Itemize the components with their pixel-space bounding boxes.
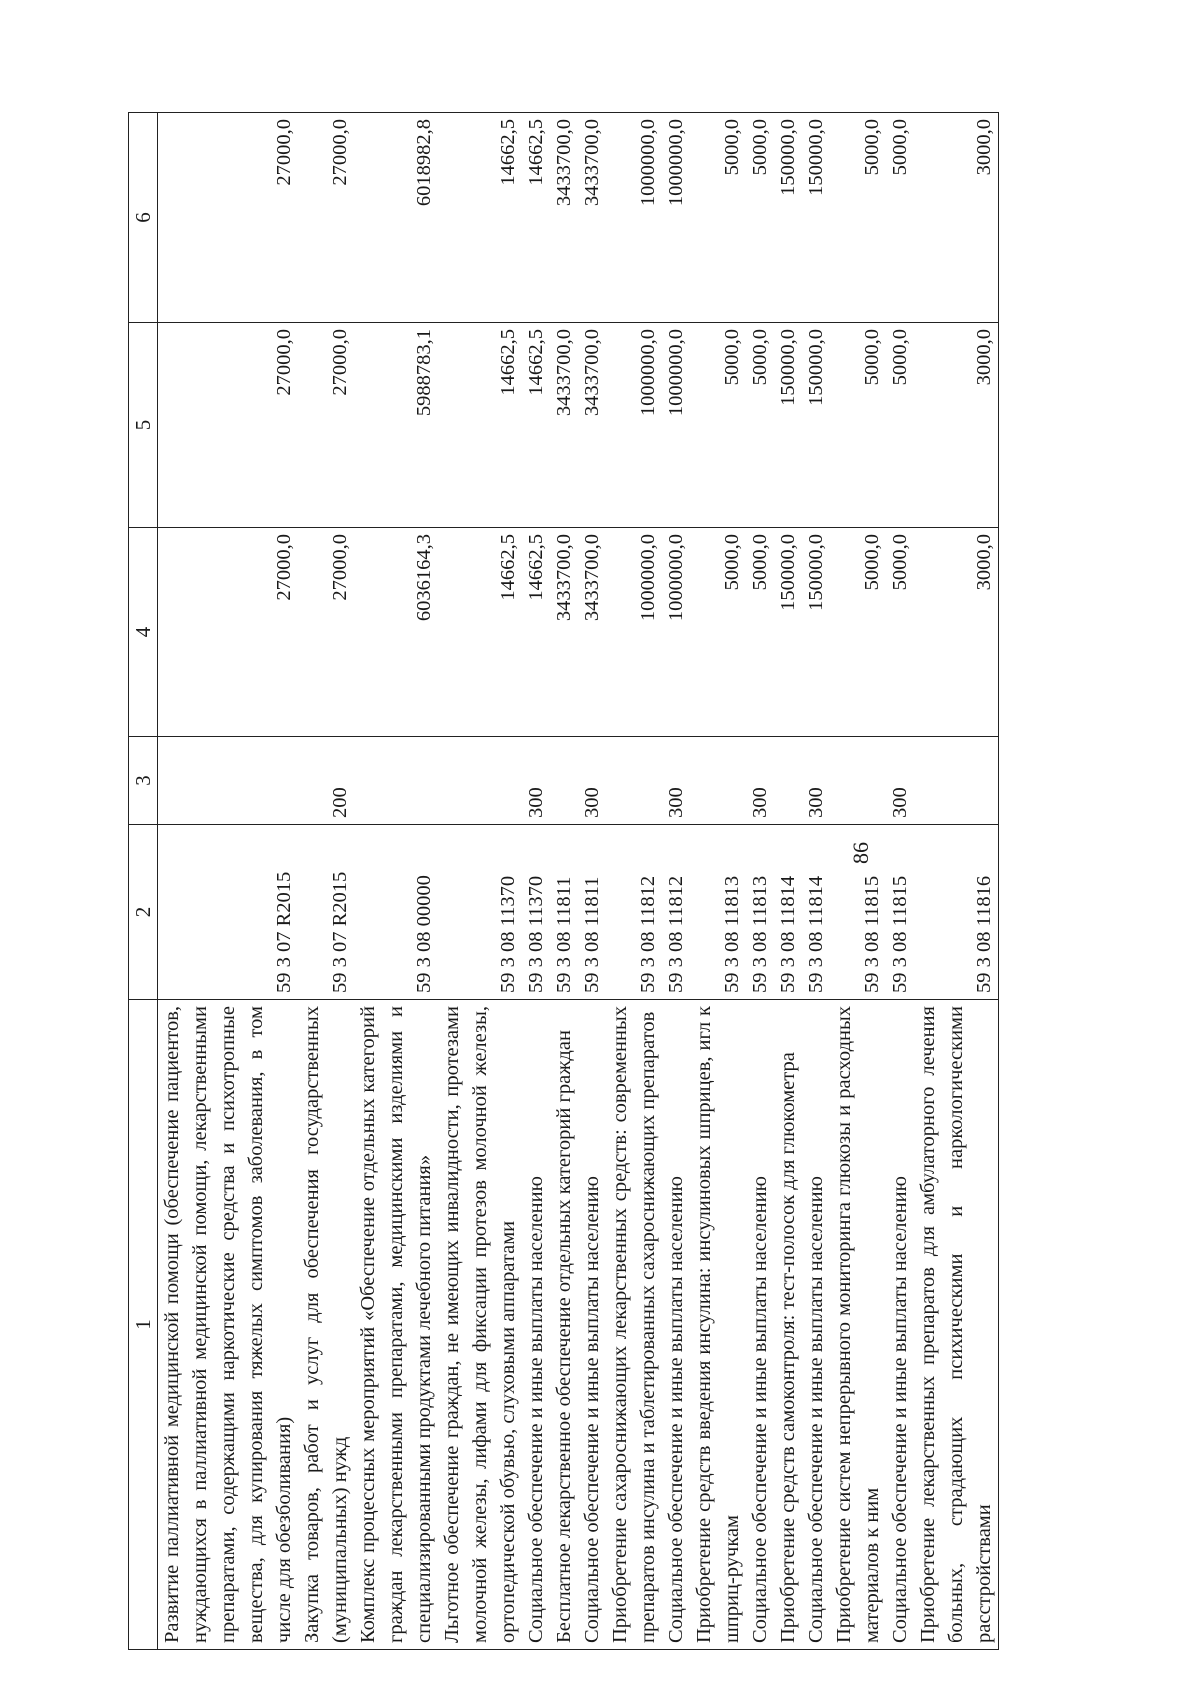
row-code: 59 3 08 11815 bbox=[830, 825, 886, 1000]
row-expense-type bbox=[550, 737, 578, 825]
row-value-col-6: 1000000,0 bbox=[662, 113, 690, 323]
row-code: 59 3 08 11813 bbox=[746, 825, 774, 1000]
row-expense-type bbox=[914, 737, 999, 825]
row-value-col-5: 150000,0 bbox=[802, 323, 830, 528]
row-value-col-4: 150000,0 bbox=[774, 528, 802, 737]
row-value-col-6: 14662,5 bbox=[438, 113, 522, 323]
row-value-col-5: 3433700,0 bbox=[578, 323, 606, 528]
row-value-col-4: 6036164,3 bbox=[354, 528, 438, 737]
table-row bbox=[886, 113, 914, 1650]
table-header bbox=[129, 113, 158, 1650]
row-value-col-4: 5000,0 bbox=[886, 528, 914, 737]
row-value-col-5: 5000,0 bbox=[886, 323, 914, 528]
row-value-col-5: 5988783,1 bbox=[354, 323, 438, 528]
row-code: 59 3 08 11811 bbox=[578, 825, 606, 1000]
row-value-col-5: 14662,5 bbox=[438, 323, 522, 528]
header-col-1: 1 bbox=[129, 1000, 158, 1650]
row-value-col-4: 5000,0 bbox=[690, 528, 746, 737]
row-value-col-5: 5000,0 bbox=[830, 323, 886, 528]
row-value-col-6: 150000,0 bbox=[802, 113, 830, 323]
row-name: Приобретение сахароснижающих лекарственных средств: современных препаратов инсулина и таблетированных сахароснижающих препаратов bbox=[606, 1000, 662, 1650]
row-name: Закупка товаров, работ и услуг для обеспечения государственных (муниципальных) нужд bbox=[298, 1000, 354, 1650]
row-value-col-6: 5000,0 bbox=[690, 113, 746, 323]
table-row bbox=[774, 113, 802, 1650]
row-expense-type bbox=[438, 737, 522, 825]
row-name: Социальное обеспечение и иные выплаты населению bbox=[662, 1000, 690, 1650]
row-name: Развитие паллиативной медицинской помощи (обеспечение пациентов, нуждающихся в паллиативной медицинской помощи, лекарственными препаратами, содержащими наркотические средства и психотропные вещества, для купирования тяжелых симптомов заболевания, в том числе для обезболивания) bbox=[158, 1000, 299, 1650]
table-row bbox=[606, 113, 662, 1650]
row-value-col-5: 14662,5 bbox=[522, 323, 550, 528]
row-expense-type bbox=[354, 737, 438, 825]
row-code: 59 3 08 11812 bbox=[606, 825, 662, 1000]
table-row bbox=[158, 113, 299, 1650]
row-code: 59 3 08 11814 bbox=[774, 825, 802, 1000]
row-value-col-4: 1000000,0 bbox=[662, 528, 690, 737]
row-code: 59 3 08 11814 bbox=[802, 825, 830, 1000]
row-code: 59 3 08 11815 bbox=[886, 825, 914, 1000]
table-row bbox=[578, 113, 606, 1650]
row-value-col-4: 27000,0 bbox=[158, 528, 299, 737]
row-name: Комплекс процессных мероприятий «Обеспечение отдельных категорий граждан лекарственными препаратами, медицинскими изделиями и специализированными продуктами лечебного питания» bbox=[354, 1000, 438, 1650]
header-col-2: 2 bbox=[129, 825, 158, 1000]
row-value-col-4: 150000,0 bbox=[802, 528, 830, 737]
row-value-col-6: 5000,0 bbox=[830, 113, 886, 323]
row-value-col-5: 27000,0 bbox=[298, 323, 354, 528]
row-value-col-6: 6018982,8 bbox=[354, 113, 438, 323]
row-expense-type bbox=[774, 737, 802, 825]
row-value-col-4: 3433700,0 bbox=[578, 528, 606, 737]
table-body bbox=[158, 113, 999, 1650]
table-row bbox=[914, 113, 999, 1650]
row-name: Приобретение средств самоконтроля: тест-полосок для глюкометра bbox=[774, 1000, 802, 1650]
row-value-col-6: 150000,0 bbox=[774, 113, 802, 323]
row-expense-type: 200 bbox=[298, 737, 354, 825]
row-value-col-5: 27000,0 bbox=[158, 323, 299, 528]
row-value-col-4: 3000,0 bbox=[914, 528, 999, 737]
row-value-col-6: 3433700,0 bbox=[578, 113, 606, 323]
row-value-col-4: 5000,0 bbox=[830, 528, 886, 737]
header-col-5: 5 bbox=[129, 323, 158, 528]
row-expense-type bbox=[158, 737, 299, 825]
row-code: 59 3 07 R2015 bbox=[158, 825, 299, 1000]
header-col-6: 6 bbox=[129, 113, 158, 323]
row-name: Приобретение систем непрерывного мониторинга глюкозы и расходных материалов к ним bbox=[830, 1000, 886, 1650]
row-value-col-5: 3000,0 bbox=[914, 323, 999, 528]
row-name: Бесплатное лекарственное обеспечение отдельных категорий граждан bbox=[550, 1000, 578, 1650]
table-row bbox=[550, 113, 578, 1650]
table-row bbox=[746, 113, 774, 1650]
row-name: Приобретение средств введения инсулина: инсулиновых шприцев, игл к шприц-ручкам bbox=[690, 1000, 746, 1650]
table-row bbox=[662, 113, 690, 1650]
row-value-col-4: 27000,0 bbox=[298, 528, 354, 737]
row-name: Приобретение лекарственных препаратов для амбулаторного лечения больных, страдающих психическими и наркологическими расстройствами bbox=[914, 1000, 999, 1650]
row-value-col-5: 5000,0 bbox=[690, 323, 746, 528]
row-value-col-4: 14662,5 bbox=[522, 528, 550, 737]
row-value-col-5: 150000,0 bbox=[774, 323, 802, 528]
row-value-col-5: 3433700,0 bbox=[550, 323, 578, 528]
row-expense-type: 300 bbox=[662, 737, 690, 825]
row-value-col-5: 1000000,0 bbox=[606, 323, 662, 528]
header-col-4: 4 bbox=[129, 528, 158, 737]
budget-table bbox=[128, 112, 999, 1650]
row-code: 59 3 08 00000 bbox=[354, 825, 438, 1000]
row-expense-type: 300 bbox=[522, 737, 550, 825]
row-expense-type: 300 bbox=[886, 737, 914, 825]
row-value-col-6: 14662,5 bbox=[522, 113, 550, 323]
row-code: 59 3 08 11816 bbox=[914, 825, 999, 1000]
row-name: Льготное обеспечение граждан, не имеющих инвалидности, протезами молочной железы, лифами для фиксации протезов молочной железы, ортопедической обувью, слуховыми аппаратами bbox=[438, 1000, 522, 1650]
row-name: Социальное обеспечение и иные выплаты населению bbox=[886, 1000, 914, 1650]
row-code: 59 3 08 11812 bbox=[662, 825, 690, 1000]
row-expense-type: 300 bbox=[746, 737, 774, 825]
table-row bbox=[298, 113, 354, 1650]
row-code: 59 3 08 11813 bbox=[690, 825, 746, 1000]
header-col-3: 3 bbox=[129, 737, 158, 825]
row-value-col-5: 5000,0 bbox=[746, 323, 774, 528]
row-code: 59 3 08 11811 bbox=[550, 825, 578, 1000]
row-name: Социальное обеспечение и иные выплаты населению bbox=[746, 1000, 774, 1650]
table-row bbox=[802, 113, 830, 1650]
row-expense-type: 300 bbox=[578, 737, 606, 825]
row-value-col-6: 3433700,0 bbox=[550, 113, 578, 323]
row-code: 59 3 07 R2015 bbox=[298, 825, 354, 1000]
row-name: Социальное обеспечение и иные выплаты населению bbox=[578, 1000, 606, 1650]
row-value-col-4: 14662,5 bbox=[438, 528, 522, 737]
table-header-row bbox=[129, 113, 158, 1650]
table-row bbox=[690, 113, 746, 1650]
row-value-col-6: 27000,0 bbox=[298, 113, 354, 323]
table-row bbox=[522, 113, 550, 1650]
row-value-col-4: 3433700,0 bbox=[550, 528, 578, 737]
row-expense-type bbox=[690, 737, 746, 825]
row-value-col-4: 1000000,0 bbox=[606, 528, 662, 737]
row-name: Социальное обеспечение и иные выплаты населению bbox=[522, 1000, 550, 1650]
row-value-col-6: 5000,0 bbox=[886, 113, 914, 323]
row-value-col-4: 5000,0 bbox=[746, 528, 774, 737]
row-value-col-6: 3000,0 bbox=[914, 113, 999, 323]
row-value-col-6: 5000,0 bbox=[746, 113, 774, 323]
table-row bbox=[354, 113, 438, 1650]
row-value-col-6: 27000,0 bbox=[158, 113, 299, 323]
row-expense-type bbox=[606, 737, 662, 825]
row-value-col-6: 1000000,0 bbox=[606, 113, 662, 323]
row-expense-type bbox=[830, 737, 886, 825]
table-row bbox=[830, 113, 886, 1650]
row-code: 59 3 08 11370 bbox=[522, 825, 550, 1000]
page-number: 86 bbox=[848, 842, 873, 864]
row-expense-type: 300 bbox=[802, 737, 830, 825]
row-code: 59 3 08 11370 bbox=[438, 825, 522, 1000]
table-row bbox=[438, 113, 522, 1650]
row-value-col-5: 1000000,0 bbox=[662, 323, 690, 528]
row-name: Социальное обеспечение и иные выплаты населению bbox=[802, 1000, 830, 1650]
